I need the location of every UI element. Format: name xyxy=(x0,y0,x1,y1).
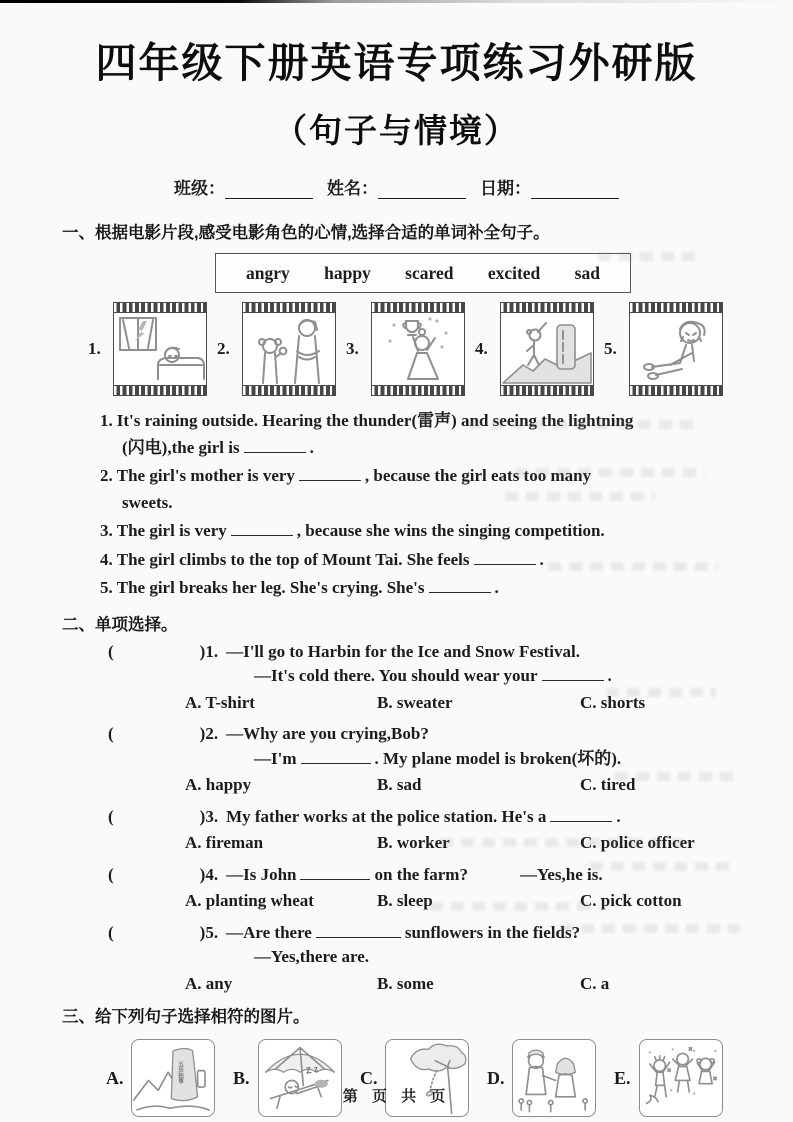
sentence-number: 5. xyxy=(100,578,113,597)
sentence-number: 1. xyxy=(100,411,113,430)
print-bleed-artifact xyxy=(515,468,705,477)
answer-paren-open: ( xyxy=(108,641,114,661)
question-1 xyxy=(108,640,793,716)
answer-paren-open: ( xyxy=(108,806,114,826)
word-bank-word: scared xyxy=(405,262,454,283)
print-bleed-artifact xyxy=(590,862,730,871)
sentence-number: 2. xyxy=(100,466,113,485)
print-bleed-artifact xyxy=(560,924,740,933)
name-field xyxy=(327,174,466,199)
word-bank-word: excited xyxy=(487,262,541,283)
option-a: A. planting wheat xyxy=(185,891,314,910)
crying-girl-scene xyxy=(630,313,722,385)
picture-label: B. xyxy=(233,1067,250,1088)
question-line xyxy=(108,640,793,665)
sentence-text: , because she wins the singing competition. xyxy=(296,521,605,540)
question-number: )3. xyxy=(199,806,219,826)
film-frame xyxy=(629,302,723,396)
dialogue-text: . My plane model is broken(坏的). xyxy=(374,748,622,768)
film-unit-2 xyxy=(217,302,346,396)
page-subtitle: （句子与情境） xyxy=(274,112,519,149)
scared-girl-lightning-scene xyxy=(114,313,206,385)
option-b: B. some xyxy=(377,973,434,993)
question-3 xyxy=(108,805,793,856)
sentence-5 xyxy=(100,575,752,602)
film-sprocket-strip xyxy=(114,303,206,313)
question-line xyxy=(254,945,793,970)
print-bleed-artifact xyxy=(505,492,655,501)
dialogue-text: —Yes,there are. xyxy=(254,947,370,966)
answer-paren-open: ( xyxy=(108,922,114,942)
date-blank-line xyxy=(531,181,619,199)
film-sprocket-strip xyxy=(630,385,722,395)
picture-label: A. xyxy=(106,1067,124,1088)
sentence-text: (闪电),the girl is xyxy=(122,437,240,457)
question-2 xyxy=(108,722,793,798)
dialogue-text: —Why are you crying,Bob? xyxy=(226,724,429,743)
dialogue-text: . xyxy=(607,666,612,685)
film-strip-row xyxy=(88,302,793,396)
print-bleed-artifact xyxy=(615,772,735,781)
sentence-text: The girl's mother is very xyxy=(116,466,295,485)
print-bleed-artifact xyxy=(598,252,698,261)
film-frame xyxy=(500,302,594,396)
film-unit-3 xyxy=(346,302,475,396)
answer-blank xyxy=(231,522,293,536)
option-b: B. sweater xyxy=(377,692,453,712)
picture-label: C. xyxy=(360,1067,378,1088)
section1-sentences xyxy=(100,408,752,602)
dialogue-text: sunflowers in the fields? xyxy=(404,922,581,942)
option-c: C. a xyxy=(580,973,610,993)
sentence-text: The girl is very xyxy=(116,521,227,540)
page-title: 四年级下册英语专项练习外研版 xyxy=(95,40,698,86)
angry-mother-scene xyxy=(243,313,335,385)
film-sprocket-strip xyxy=(372,303,464,313)
sentence-text: . xyxy=(539,549,544,569)
answer-blank xyxy=(474,551,536,565)
print-bleed-artifact xyxy=(430,902,600,911)
statement-text: . xyxy=(616,806,621,826)
film-sprocket-strip xyxy=(630,303,722,313)
print-bleed-artifact xyxy=(440,838,690,847)
sentence-line2 xyxy=(122,490,752,517)
film-unit-5 xyxy=(604,302,733,396)
class-field xyxy=(174,174,313,199)
question-number: )4. xyxy=(199,864,219,884)
film-unit-1 xyxy=(88,302,217,396)
option-a: A. fireman xyxy=(185,833,264,852)
student-info-row xyxy=(0,174,793,199)
film-sprocket-strip xyxy=(243,303,335,313)
dialogue-text: —Are there xyxy=(226,922,312,942)
dialogue-text: on the farm? xyxy=(374,864,468,884)
answer-paren-open: ( xyxy=(108,864,114,884)
sentence-1 xyxy=(100,408,752,461)
question-number: )5. xyxy=(199,922,219,942)
film-label: 5. xyxy=(604,339,617,358)
sentence-3 xyxy=(100,518,752,545)
print-bleed-artifact xyxy=(548,562,718,571)
question-number: )2. xyxy=(199,724,219,743)
class-blank-line xyxy=(225,181,313,199)
option-c: C. pick cotton xyxy=(580,891,682,910)
film-label: 1. xyxy=(88,339,101,358)
sentence-text: . xyxy=(309,437,314,457)
section1-heading: 一、根据电影片段,感受电影角色的心情,选择合适的单词补全句子。 xyxy=(62,224,550,242)
word-bank-word: happy xyxy=(324,262,371,283)
sentence-text: . xyxy=(494,578,499,597)
sentence-text: The girl breaks her leg. She's crying. She's xyxy=(116,578,425,597)
answer-blank xyxy=(301,750,371,764)
sentence-text: It's raining outside. Hearing the thunder(雷声) and seeing the lightning xyxy=(116,411,634,430)
film-frame xyxy=(113,302,207,396)
question-line xyxy=(254,747,793,772)
sentence-line2 xyxy=(122,435,752,462)
name-label: 姓名： xyxy=(327,179,378,198)
word-bank-word: sad xyxy=(574,262,600,283)
option-b: B. sad xyxy=(377,775,422,794)
picture-label: E. xyxy=(614,1067,631,1088)
name-blank-line xyxy=(378,181,466,199)
answer-blank xyxy=(316,924,401,938)
sentence-text: , because the girl eats too many xyxy=(364,466,592,485)
question-number: )1. xyxy=(199,641,219,661)
answer-blank xyxy=(429,579,491,593)
answer-blank xyxy=(299,467,361,481)
snore-zs: Z z xyxy=(304,1063,320,1076)
dialogue-text: —It's cold there. You should wear your xyxy=(254,666,538,685)
page-footer: 第 页 共 页 xyxy=(342,1088,451,1105)
word-bank-box xyxy=(215,253,631,293)
film-sprocket-strip xyxy=(501,303,593,313)
option-a: A. T-shirt xyxy=(185,692,255,712)
option-a: A. any xyxy=(185,973,233,993)
question-line xyxy=(254,664,793,689)
class-label: 班级： xyxy=(174,179,225,198)
film-label: 2. xyxy=(217,339,230,358)
sentence-number: 4. xyxy=(100,549,113,569)
film-sprocket-strip xyxy=(243,385,335,395)
answer-paren-open: ( xyxy=(108,724,114,743)
section3-heading: 三、给下列句子选择相符的图片。 xyxy=(62,1008,310,1026)
option-b: B. sleep xyxy=(377,891,433,910)
film-frame xyxy=(371,302,465,396)
film-label: 4. xyxy=(475,339,488,358)
statement-text: My father works at the police station. He's a xyxy=(226,806,547,826)
picture-label: D. xyxy=(487,1067,505,1088)
trophy-girl-scene xyxy=(372,313,464,385)
film-label: 3. xyxy=(346,339,359,358)
sentence-text: The girl climbs to the top of Mount Tai. She feels xyxy=(116,549,470,569)
print-bleed-artifact xyxy=(470,420,700,429)
film-sprocket-strip xyxy=(372,385,464,395)
film-unit-4 xyxy=(475,302,604,396)
stone-inscription: 五岳独尊 xyxy=(176,1060,183,1084)
question-line xyxy=(108,805,793,830)
dialogue-text: —I'll go to Harbin for the Ice and Snow Festival. xyxy=(226,641,580,661)
dialogue-text: —I'm xyxy=(254,748,297,768)
mount-tai-summit-scene xyxy=(501,313,593,385)
dialogue-answer-text: —Yes,he is. xyxy=(519,864,603,884)
question-line xyxy=(108,722,793,747)
answer-blank xyxy=(244,439,306,453)
answer-blank xyxy=(550,808,612,822)
option-b: B. worker xyxy=(377,833,450,852)
option-c: C. police officer xyxy=(580,833,695,852)
word-bank-word: angry xyxy=(246,262,290,283)
film-sprocket-strip xyxy=(501,385,593,395)
answer-blank xyxy=(300,866,370,880)
sentence-text: sweets. xyxy=(122,492,173,512)
option-c: C. tired xyxy=(580,775,636,794)
film-sprocket-strip xyxy=(114,385,206,395)
print-bleed-artifact xyxy=(606,688,716,697)
sentence-number: 3. xyxy=(100,521,113,540)
scan-top-edge-artifact xyxy=(0,0,793,3)
option-row xyxy=(185,972,793,997)
dialogue-text: —Is John xyxy=(226,864,297,884)
date-label: 日期： xyxy=(480,179,531,198)
option-c: C. shorts xyxy=(580,692,646,712)
answer-blank xyxy=(542,667,604,681)
film-frame xyxy=(242,302,336,396)
date-field xyxy=(480,174,619,199)
option-a: A. happy xyxy=(185,775,252,794)
section2-heading: 二、单项选择。 xyxy=(62,615,178,634)
